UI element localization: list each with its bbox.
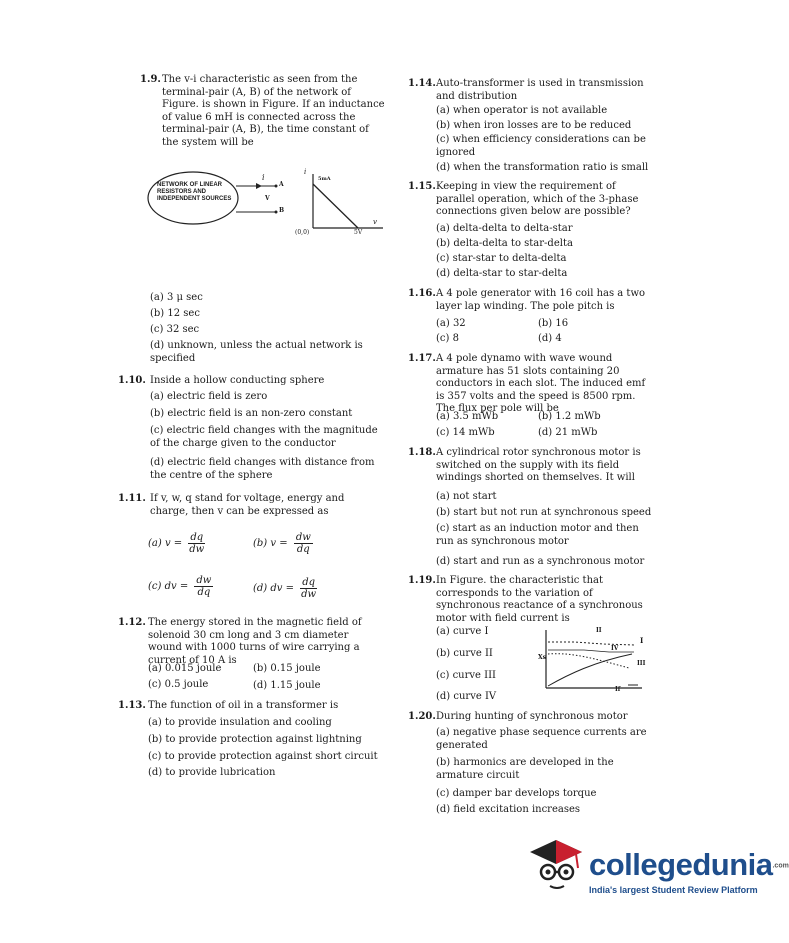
terminal-b-label: B <box>279 207 285 214</box>
curve-label-iii: III <box>637 660 646 667</box>
question-1-18 <box>408 447 656 485</box>
question-number: 1.9. <box>140 74 161 85</box>
fraction <box>194 575 213 598</box>
question-text: A 4 pole generator with 16 coil has a two layer lap winding. The pole pitch is <box>436 288 646 312</box>
question-number: 1.14. <box>408 78 436 89</box>
question-1-20 <box>408 711 656 724</box>
vi-characteristic-line <box>313 184 358 228</box>
question-number: 1.18. <box>408 447 436 458</box>
voltage-label: V <box>265 195 270 202</box>
terminal-a-label: A <box>279 181 284 188</box>
option-a: (a) curve I <box>436 626 489 637</box>
y-axis-label: Xs <box>538 654 547 661</box>
option-a: (a) delta-delta to delta-star <box>436 223 573 234</box>
question-1-16 <box>408 288 656 313</box>
question-1-15 <box>408 181 653 219</box>
option-label: (b) <box>253 538 268 549</box>
option-b: (b) harmonics are developed in the armature circuit <box>436 757 614 781</box>
option-a: (a) to provide insulation and cooling <box>148 717 332 728</box>
option-a <box>148 532 205 555</box>
option-d: (d) when the transformation ratio is small <box>436 162 649 173</box>
curve-ii <box>548 650 634 652</box>
current-label: i <box>262 173 265 182</box>
option-d: (d) start and run as a synchronous motor <box>436 556 645 567</box>
question-text: Auto-transformer is used in transmission and distribution <box>436 78 644 102</box>
option-c: (c) 32 sec <box>150 324 200 335</box>
question-text: Inside a hollow conducting sphere <box>150 375 325 386</box>
curve-iv <box>548 654 632 686</box>
option-a: (a) 32 <box>436 318 466 329</box>
option-a: (a) when operator is not available <box>436 105 608 116</box>
option-lhs: v = <box>164 538 183 549</box>
question-number: 1.10. <box>118 375 146 386</box>
option-c: (c) curve III <box>436 670 496 681</box>
option-a: (a) 3 μ sec <box>150 292 203 303</box>
fraction <box>294 532 313 555</box>
brand-suffix: .com <box>772 862 789 870</box>
question-number: 1.16. <box>408 288 436 299</box>
question-1-19 <box>408 575 656 625</box>
option-label: (a) <box>148 538 162 549</box>
fraction <box>300 577 317 600</box>
option-d: (d) field excitation increases <box>436 804 581 815</box>
graph-origin-label: (0,0) <box>295 229 310 236</box>
numerator: dw <box>196 575 212 586</box>
curve-label-ii: II <box>596 627 602 634</box>
option-b: (b) 16 <box>538 318 569 329</box>
option-b <box>253 532 313 555</box>
question-number: 1.11. <box>118 493 146 504</box>
brand-tagline: India's largest Student Review Platform <box>589 885 758 895</box>
option-c: (c) to provide protection against short circuit <box>148 751 378 762</box>
question-1-9 <box>140 74 385 149</box>
option-b: (b) 0.15 joule <box>253 663 321 674</box>
question-1-12 <box>118 617 380 667</box>
x-axis-label: If <box>615 686 621 693</box>
option-d: (d) 4 <box>538 333 562 344</box>
curve-label-iv: IV <box>611 645 619 652</box>
option-b: (b) delta-delta to star-delta <box>436 238 573 249</box>
question-text: A 4 pole dynamo with wave wound armature has 51 slots containing 20 conductors in each slot. The induced emf is 357 volts and the speed is 8500 rpm. The flux per pole will be <box>436 353 646 414</box>
numerator: dq <box>190 532 204 543</box>
option-lhs: dv = <box>270 583 295 594</box>
question-number: 1.15. <box>408 181 436 192</box>
graph-v-label: v <box>373 218 377 226</box>
denominator: dq <box>296 544 310 555</box>
option-d: (d) 21 mWb <box>538 427 598 438</box>
option-d: (d) electric field changes with distance from the centre of the sphere <box>150 457 375 481</box>
option-a: (a) electric field is zero <box>150 391 268 402</box>
question-text: The v-i characteristic as seen from the terminal-pair (A, B) of the network of Figure. is shown in Figure. If an inductance of value 6 mH is connected across the terminal-pair (A, B), the time constant of the system will be <box>162 74 385 148</box>
option-d: (d) curve IV <box>436 691 497 702</box>
reactance-curves-figure <box>534 628 652 694</box>
question-text: The function of oil in a transformer is <box>148 700 339 711</box>
option-b: (b) to provide protection against lightning <box>148 734 362 745</box>
question-1-13 <box>118 700 380 713</box>
option-c: (c) start as an induction motor and then run as synchronous motor <box>436 523 639 547</box>
brand-name <box>589 846 789 885</box>
option-b: (b) start but not run at synchronous speed <box>436 507 652 518</box>
question-number: 1.17. <box>408 353 436 364</box>
curve-label-i: I <box>640 636 644 645</box>
option-c: (c) electric field changes with the magnitude of the charge given to the conductor <box>150 425 378 449</box>
denominator: dw <box>189 544 205 555</box>
option-c: (c) 8 <box>436 333 459 344</box>
option-b: (b) 12 sec <box>150 308 200 319</box>
numerator: dw <box>295 532 311 543</box>
option-a: (a) 0.015 joule <box>148 663 222 674</box>
option-c <box>148 575 213 598</box>
option-b: (b) when iron losses are to be reduced <box>436 120 632 131</box>
question-1-17 <box>408 353 656 416</box>
question-1-10 <box>118 375 388 388</box>
question-1-11 <box>118 493 383 518</box>
numerator: dq <box>302 577 316 588</box>
question-text: During hunting of synchronous motor <box>436 711 628 722</box>
option-b: (b) electric field is an non-zero constant <box>150 408 353 419</box>
question-number: 1.12. <box>118 617 146 628</box>
option-d: (d) delta-star to star-delta <box>436 268 568 279</box>
question-text: In Figure. the characteristic that corresponds to the variation of synchronous reactance of a synchronous motor with field current is <box>436 575 643 624</box>
curve-iii <box>548 654 629 668</box>
option-lhs: dv = <box>164 581 189 592</box>
question-text: Keeping in view the requirement of parallel operation, which of the 3-phase connections given below are possible? <box>436 181 639 217</box>
graph-i-label: i <box>304 168 307 176</box>
option-a: (a) not start <box>436 491 497 502</box>
denominator: dq <box>197 587 211 598</box>
option-a: (a) negative phase sequence currents are generated <box>436 727 647 751</box>
option-label: (c) <box>148 581 162 592</box>
option-b: (b) 1.2 mWb <box>538 411 601 422</box>
question-text: The energy stored in the magnetic field of solenoid 30 cm long and 3 cm diameter wound with 1000 turns of wire carrying a current of 10 A is <box>148 617 362 666</box>
option-c: (c) star-star to delta-delta <box>436 253 567 264</box>
option-d <box>253 577 317 600</box>
option-b: (b) curve II <box>436 648 493 659</box>
collegedunia-logo-icon <box>526 834 588 896</box>
network-label: NETWORK OF LINEAR RESISTORS AND INDEPENDENT SOURCES <box>157 182 232 202</box>
question-number: 1.13. <box>118 700 146 711</box>
fraction <box>188 532 205 555</box>
question-text: If v, w, q stand for voltage, energy and charge, then v can be expressed as <box>150 493 345 517</box>
graph-y-intercept-label: 5mA <box>318 176 331 182</box>
option-a: (a) 3.5 mWb <box>436 411 499 422</box>
brand-text: collegedunia <box>589 847 773 882</box>
question-1-14 <box>408 78 653 103</box>
option-c: (c) 0.5 joule <box>148 679 209 690</box>
option-c: (c) 14 mWb <box>436 427 495 438</box>
question-text: A cylindrical rotor synchronous motor is switched on the supply with its field windings shorted on themselves. It will <box>436 447 641 483</box>
option-d: (d) unknown, unless the actual network is specified <box>150 340 363 364</box>
option-lhs: v = <box>270 538 288 549</box>
graph-x-intercept-label: 5V <box>354 229 363 236</box>
question-number: 1.20. <box>408 711 436 722</box>
option-d: (d) 1.15 joule <box>253 680 321 691</box>
option-c: (c) damper bar develops torque <box>436 788 597 799</box>
question-number: 1.19. <box>408 575 436 586</box>
option-label: (d) <box>253 583 268 594</box>
option-c: (c) when efficiency considerations can be ignored <box>436 134 646 158</box>
curve-i <box>548 642 634 645</box>
option-d: (d) to provide lubrication <box>148 767 276 778</box>
denominator: dw <box>301 589 317 600</box>
